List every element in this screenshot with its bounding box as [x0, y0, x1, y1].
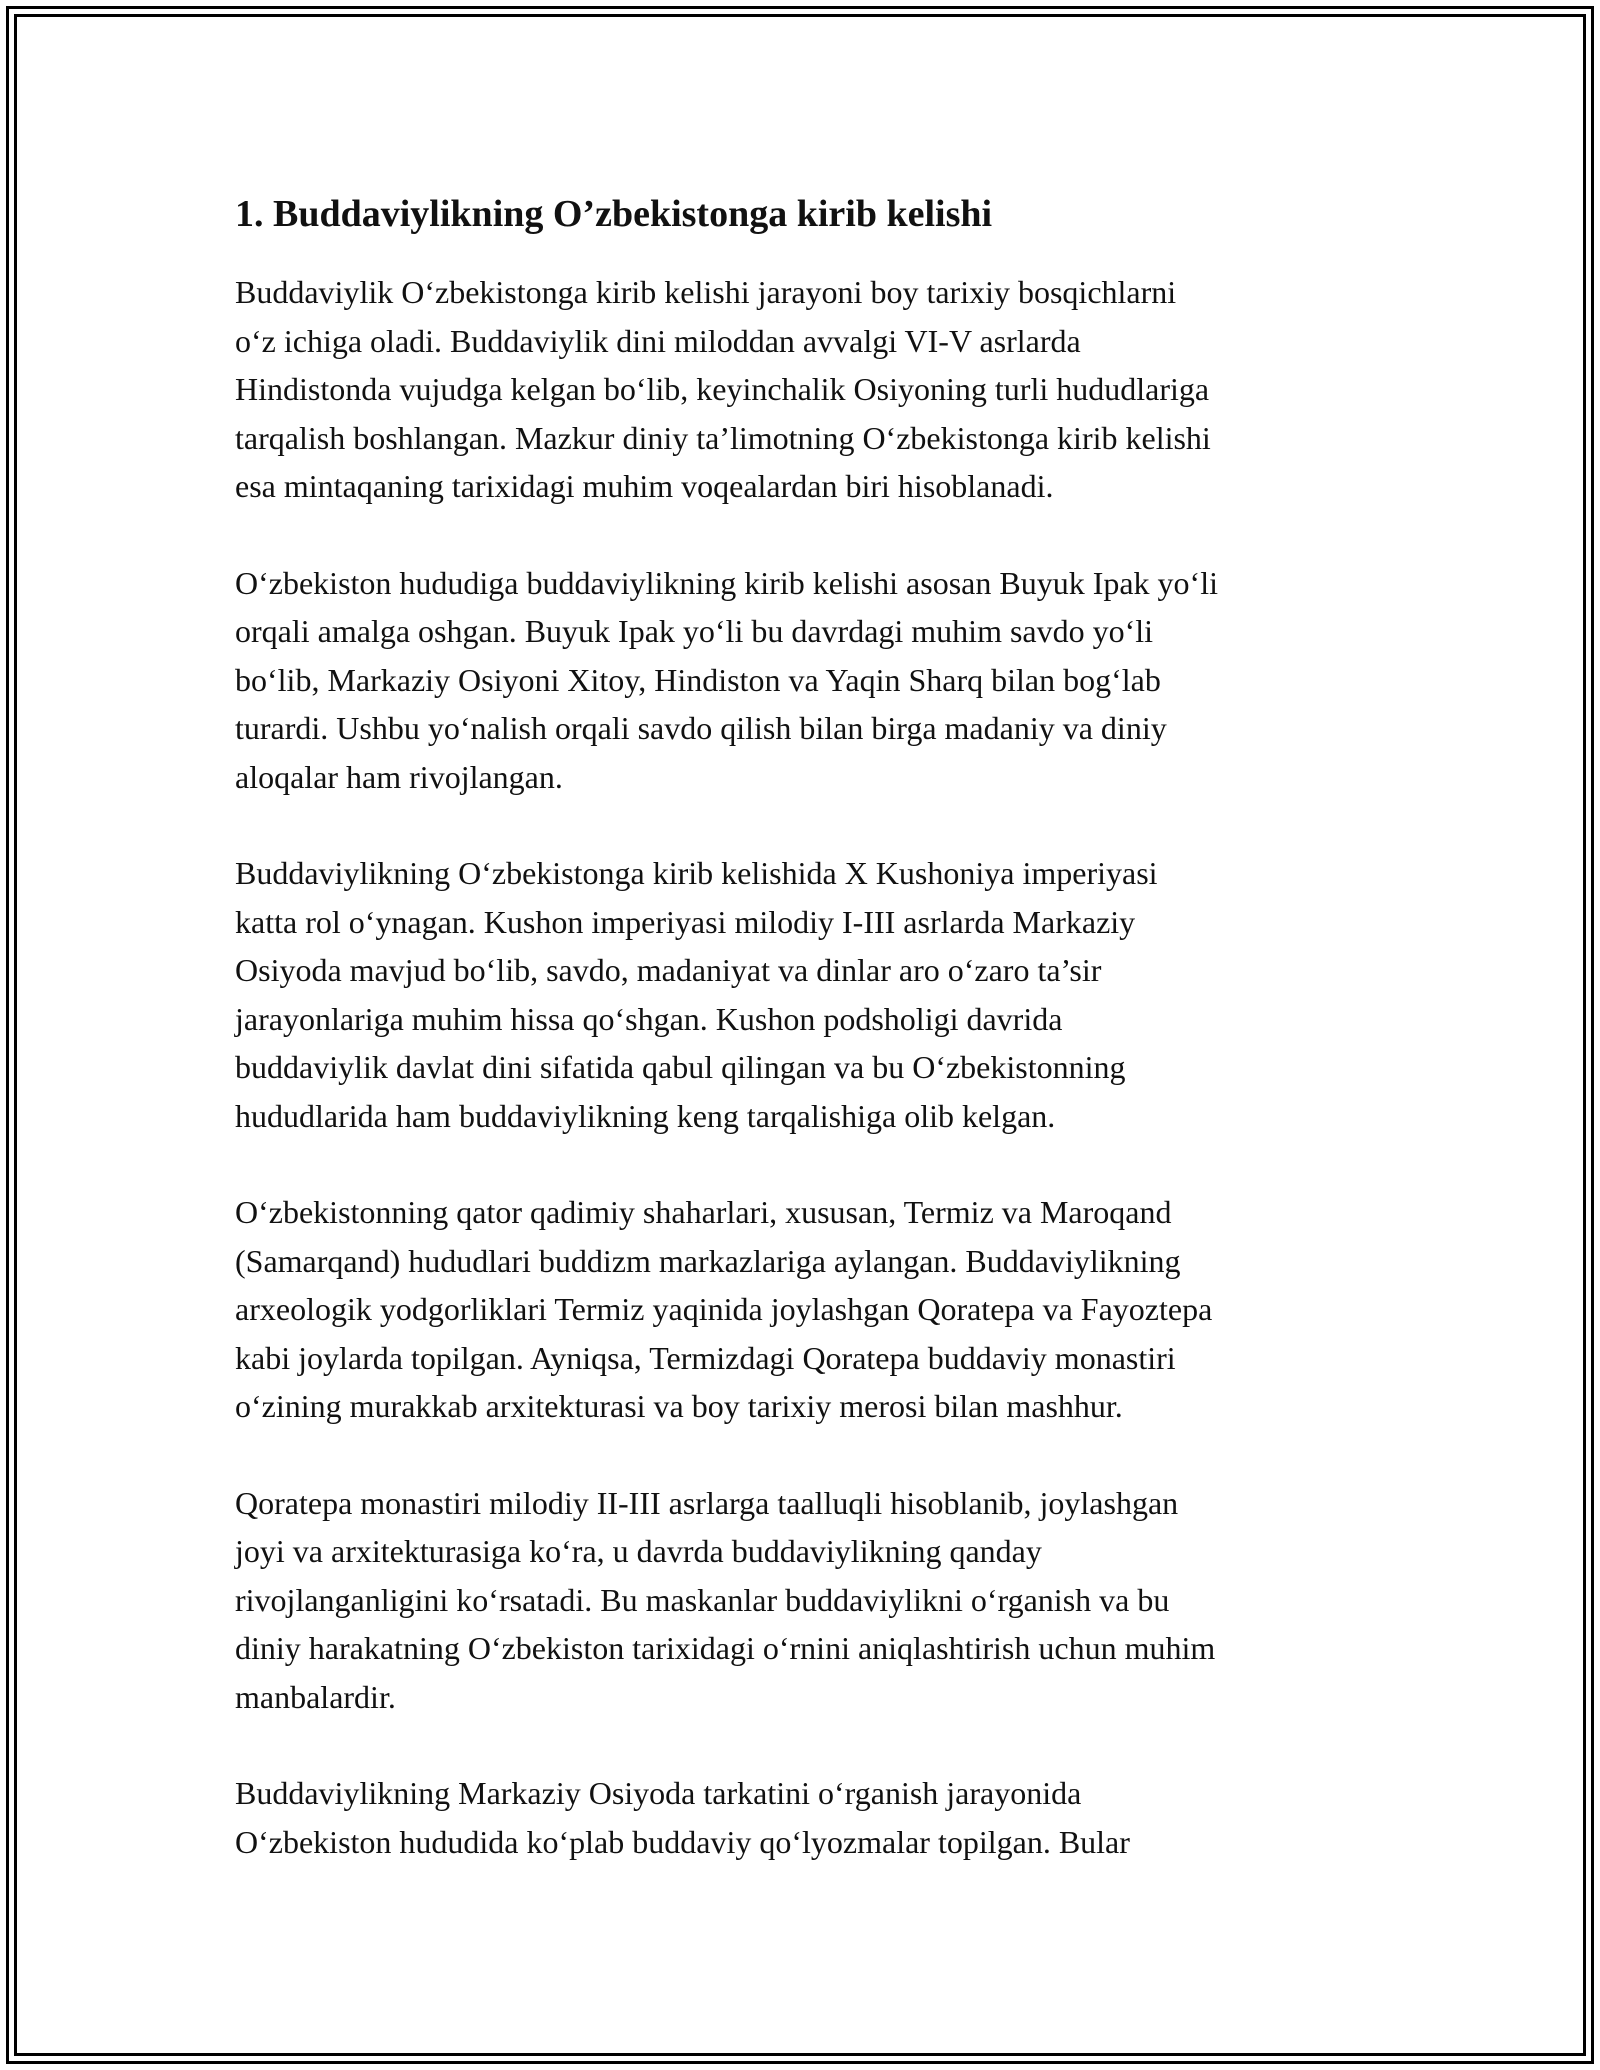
text-line: O‘zbekiston hududiga buddaviylikning kirib kelishi asosan Buyuk Ipak yo‘li	[235, 564, 1218, 601]
paragraph	[235, 1769, 1375, 1866]
paragraph	[235, 1188, 1375, 1431]
section-heading: 1. Buddaviylikning O’zbekistonga kirib kelishi	[235, 193, 993, 235]
text-line: aloqalar ham rivojlangan.	[235, 758, 563, 795]
text-line: bo‘lib, Markaziy Osiyoni Xitoy, Hindiston va Yaqin Sharq bilan bog‘lab	[235, 661, 1161, 698]
paragraph	[235, 1479, 1375, 1722]
text-line: tarqalish boshlangan. Mazkur diniy ta’limotning O‘zbekistonga kirib kelishi	[235, 419, 1211, 456]
text-line: o‘z ichiga oladi. Buddaviylik dini miloddan avvalgi VI-V asrlarda	[235, 322, 1081, 359]
text-line: turardi. Ushbu yo‘nalish orqali savdo qilish bilan birga madaniy va diniy	[235, 710, 1167, 746]
text-line: buddaviylik davlat dini sifatida qabul qilingan va bu O‘zbekistonning	[235, 1049, 1126, 1085]
text-line: hududlarida ham buddaviylikning keng tarqalishiga olib kelgan.	[235, 1097, 1056, 1134]
paragraph	[235, 268, 1375, 511]
text-line: diniy harakatning O‘zbekiston tarixidagi o‘rnini aniqlashtirish uchun muhim	[235, 1630, 1216, 1666]
text-line: arxeologik yodgorliklari Termiz yaqinida joylashgan Qoratepa va Fayoztepa	[235, 1291, 1213, 1327]
text-line: katta rol o‘ynagan. Kushon imperiyasi milodiy I-III asrlarda Markaziy	[235, 903, 1136, 940]
text-line: kabi joylarda topilgan. Ayniqsa, Termizdagi Qoratepa buddaviy monastiri	[235, 1339, 1176, 1376]
document-body	[235, 190, 1375, 1914]
text-line: orqali amalga oshgan. Buyuk Ipak yo‘li bu davrdagi muhim savdo yo‘li	[235, 613, 1154, 649]
paragraph	[235, 559, 1375, 802]
text-line: (Samarqand) hududlari buddizm markazlariga aylangan. Buddaviylikning	[235, 1242, 1181, 1279]
text-line: Hindistonda vujudga kelgan bo‘lib, keyinchalik Osiyoning turli hududlariga	[235, 371, 1210, 407]
text-line: rivojlanganligini ko‘rsatadi. Bu maskanlar buddaviylikni o‘rganish va bu	[235, 1581, 1170, 1618]
paragraph	[235, 849, 1375, 1140]
text-line: O‘zbekistonning qator qadimiy shaharlari, xususan, Termiz va Maroqand	[235, 1194, 1172, 1230]
text-line: Qoratepa monastiri milodiy II-III asrlarga taalluqli hisoblanib, joylashgan	[235, 1484, 1179, 1521]
text-line: esa mintaqaning tarixidagi muhim voqealardan biri hisoblanadi.	[235, 468, 1054, 504]
text-line: o‘zining murakkab arxitekturasi va boy tarixiy merosi bilan mashhur.	[235, 1388, 1123, 1424]
text-line: jarayonlariga muhim hissa qo‘shgan. Kushon podsholigi davrida	[235, 1000, 1063, 1037]
text-line: Buddaviylik O‘zbekistonga kirib kelishi jarayoni boy tarixiy bosqichlarni	[235, 274, 1177, 310]
text-line: Buddaviylikning O‘zbekistonga kirib kelishida X Kushoniya imperiyasi	[235, 855, 1158, 891]
text-line: manbalardir.	[235, 1678, 396, 1715]
text-line: Osiyoda mavjud bo‘lib, savdo, madaniyat va dinlar aro o‘zaro ta’sir	[235, 952, 1102, 988]
text-line: O‘zbekiston hududida ko‘plab buddaviy qo‘lyozmalar topilgan. Bular	[235, 1823, 1130, 1860]
text-line: joyi va arxitekturasiga ko‘ra, u davrda buddaviylikning qanday	[235, 1533, 1042, 1569]
text-line: Buddaviylikning Markaziy Osiyoda tarkatini o‘rganish jarayonida	[235, 1775, 1082, 1811]
